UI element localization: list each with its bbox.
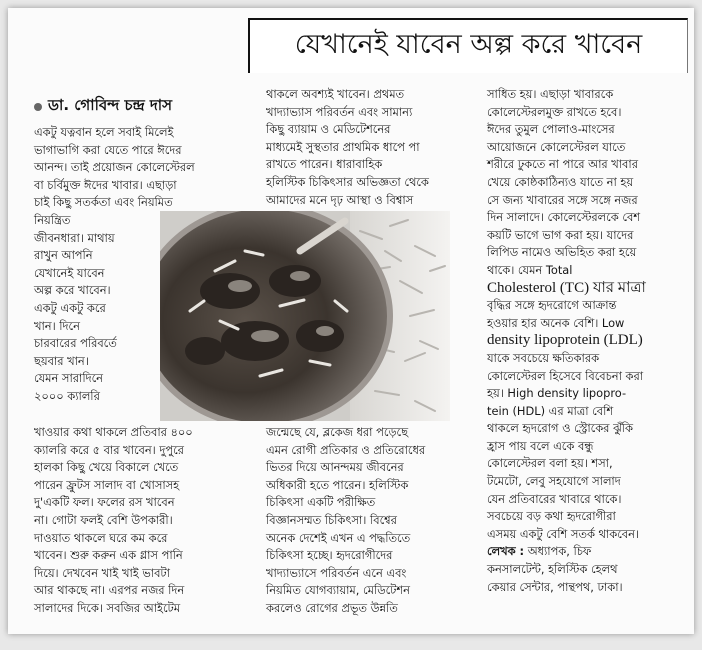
- text-line: একটু যত্নবান হলে সবাই মিলেই: [34, 125, 174, 139]
- column-2-top: [266, 86, 480, 209]
- text-line: রাখতে পারেন। ধারাবাহিক: [266, 157, 383, 172]
- text-line: নিয়ন্ত্রিত: [34, 212, 71, 227]
- text-line: অল্প করে খাবেন।: [34, 283, 111, 298]
- text-line: হয়। High density lipopro-: [487, 386, 627, 401]
- text-line: ২০০০ ক্যালরি: [34, 388, 100, 403]
- food-photo: [160, 211, 450, 421]
- text-line: আনন্দ। তাই প্রয়োজন কোলেস্টেরল: [34, 160, 195, 175]
- text-line: করলেও রোগের প্রভূত উন্নতি: [266, 600, 398, 615]
- text-line: ছয়বার খান।: [34, 353, 89, 368]
- text-line: চাই কিছু সতর্কতা এবং নিয়মিত: [34, 195, 173, 210]
- text-line: খাওয়ার কথা থাকলে প্রতিবার ৪০০: [34, 425, 193, 439]
- text-line: কোলেস্টেরলমুক্ত রাখতে হবে।: [487, 104, 622, 119]
- text-line: আমাদের মনে দৃঢ় আস্থা ও বিশ্বাস: [266, 192, 414, 207]
- text-line: জন্মেছে যে, ব্লকেজ ধরা পড়েছে: [266, 425, 409, 439]
- text-line: কিছু ব্যায়াম ও মেডিটেশনের: [266, 122, 391, 137]
- column-2-bottom: [266, 424, 480, 618]
- text-line: আর থাকছে না। এরপর নজর দিন: [34, 583, 185, 598]
- text-line: ঈদের তুমুল পোলাও-মাংসের: [487, 122, 615, 137]
- text-line: এসময় একটু বেশি সতর্ক থাকবেন।: [487, 526, 639, 541]
- text-line: কয়টি ভাগে ভাগ করা হয়। যাদের: [487, 227, 634, 242]
- text-line: আয়োজনে কোলেস্টেরল যাতে: [487, 139, 626, 154]
- text-line: চিকিৎসা হচ্ছে। হৃদরোগীদের: [266, 548, 393, 563]
- newspaper-clipping: [8, 8, 694, 634]
- text-line: থাকলে হৃদরোগ ও স্ট্রোকের ঝুঁকি: [487, 421, 633, 436]
- food-photo-image: [160, 211, 450, 421]
- text-line: অধিকারী হতে পারেন। হলিস্টিক: [266, 477, 409, 492]
- text-line: একটু একটু করে: [34, 300, 106, 315]
- text-line: কোলেস্টেরল হিসেবে বিবেচনা করা: [487, 368, 644, 383]
- author-name: ডা. গোবিন্দ চন্দ্র দাস: [48, 96, 173, 114]
- text-line: হালকা কিছু খেয়ে বিকালে খেতে: [34, 460, 179, 475]
- text-line: না। গোটা ফলই বেশি উপকারী।: [34, 512, 173, 527]
- text-line: খাবেন। শুরু করুন এক গ্লাস পানি: [34, 548, 183, 563]
- text-line: মাধ্যমেই সুস্থতার প্রাথমিক ধাপে পা: [266, 139, 420, 154]
- text-line: কেয়ার সেন্টার, পান্থপথ, ঢাকা।: [487, 579, 623, 594]
- text-line: যেমন সারাদিনে: [34, 371, 103, 386]
- text-line: দিন সালাদে। কোলেস্টেরলকে বেশ: [487, 210, 641, 225]
- text-line: নিয়মিত যোগব্যায়াম, মেডিটেশন: [266, 583, 410, 598]
- text-line: খাদ্যাভ্যাস পরিবর্তন এবং সামান্য: [266, 104, 413, 119]
- text-line: দাওয়াত থাকলে ঘরে কম করে: [34, 530, 168, 545]
- text-line: দিয়ে। দেখবেন খাই খাই ভাবটা: [34, 565, 170, 580]
- text-line: শরীরে ঢুকতে না পারে আর খাবার: [487, 157, 638, 172]
- text-line: যেখানেই যাবেন: [34, 265, 105, 280]
- headline-box: [248, 18, 688, 73]
- text-line: Cholesterol (TC) যার মাত্রা: [487, 279, 646, 296]
- text-line: কোলেস্টেরল বলা হয়। শসা,: [487, 456, 613, 471]
- text-line: হলিস্টিক চিকিৎসার অভিজ্ঞতা থেকে: [266, 174, 429, 189]
- text-line: সবচেয়ে বড় কথা হৃদরোগীরা: [487, 509, 616, 524]
- text-line: যেন প্রতিবারের খাবারে থাকে।: [487, 491, 622, 506]
- text-line: থাকে। যেমন Total: [487, 262, 573, 277]
- text-line: সাধিত হয়। এছাড়া খাবারকে: [487, 87, 614, 101]
- column-1-bottom: [34, 424, 284, 618]
- text-line: tein (HDL) এর মাত্রা বেশি: [487, 403, 614, 418]
- text-line: সে জন্য খাবারের সঙ্গে সঙ্গে নজর: [487, 192, 638, 207]
- text-line: জীবনধারা। মাথায়: [34, 230, 115, 245]
- text-line: সালাদের দিকে। সবজির আইটেম: [34, 600, 181, 615]
- text-line: বিজ্ঞানসম্মত চিকিৎসা। বিশ্বের: [266, 512, 397, 527]
- text-line: অনেক দেশেই এখন এ পদ্ধতিতে: [266, 530, 411, 545]
- text-line: চারবারের পরিবর্তে: [34, 336, 117, 351]
- text-line: ভিতর দিয়ে আনন্দময় জীবনের: [266, 460, 404, 475]
- text-line: লিপিড নামেও অভিহিত করা হয়ে: [487, 245, 637, 260]
- text-line: পারেন ফ্রুটস সালাদ বা খোসাসহ: [34, 477, 180, 492]
- text-line: খান। দিনে: [34, 318, 80, 333]
- credit-label: লেখক :: [487, 544, 525, 559]
- credit-title: অধ্যাপক, চিফ: [527, 544, 592, 559]
- headline: যেখানেই যাবেন অল্প করে খাবেন: [294, 29, 643, 60]
- text-line: যাকে সবচেয়ে ক্ষতিকারক: [487, 350, 600, 365]
- text-line: থাকলে অবশ্যই খাবেন। প্রথমত: [266, 87, 405, 101]
- text-line: বৃদ্ধির সঙ্গে হৃদরোগে আক্রান্ত: [487, 298, 617, 313]
- bullet-icon: [34, 103, 42, 111]
- column-3: [487, 86, 687, 596]
- text-line: কনসালটেন্ট, হলিস্টিক হেলথ: [487, 562, 618, 577]
- text-line: খাদ্যাভ্যাসে পরিবর্তন এনে এবং: [266, 565, 407, 580]
- text-line: রাখুন আপনি: [34, 248, 93, 263]
- text-line: টমেটো, লেবু সহযোগে সালাদ: [487, 474, 621, 489]
- text-line: হ্রাস পায় বলে একে বন্ধু: [487, 438, 594, 453]
- text-line: এমন রোগী প্রতিকার ও প্রতিরোধের: [266, 442, 426, 457]
- text-line: দু'একটি ফল। ফলের রস খাবেন: [34, 495, 175, 510]
- text-line: ভাগাভাগি করা যেতে পারে ঈদের: [34, 142, 182, 157]
- text-line: ক্যালরি করে ৫ বার খাবেন। দুপুরে: [34, 442, 184, 457]
- text-line: খেয়ে কোষ্ঠকাঠিন্যও যাতে না হয়: [487, 174, 634, 189]
- text-line: চিকিৎসা একটি পরীক্ষিত: [266, 495, 376, 510]
- credit-line: [487, 543, 687, 561]
- text-line: হওয়ার হার অনেক বেশি। Low: [487, 315, 625, 330]
- byline: [34, 94, 254, 119]
- text-line: density lipoprotein (LDL): [487, 332, 643, 349]
- text-line: বা চর্বিমুক্ত ঈদের খাবার। এছাড়া: [34, 177, 177, 192]
